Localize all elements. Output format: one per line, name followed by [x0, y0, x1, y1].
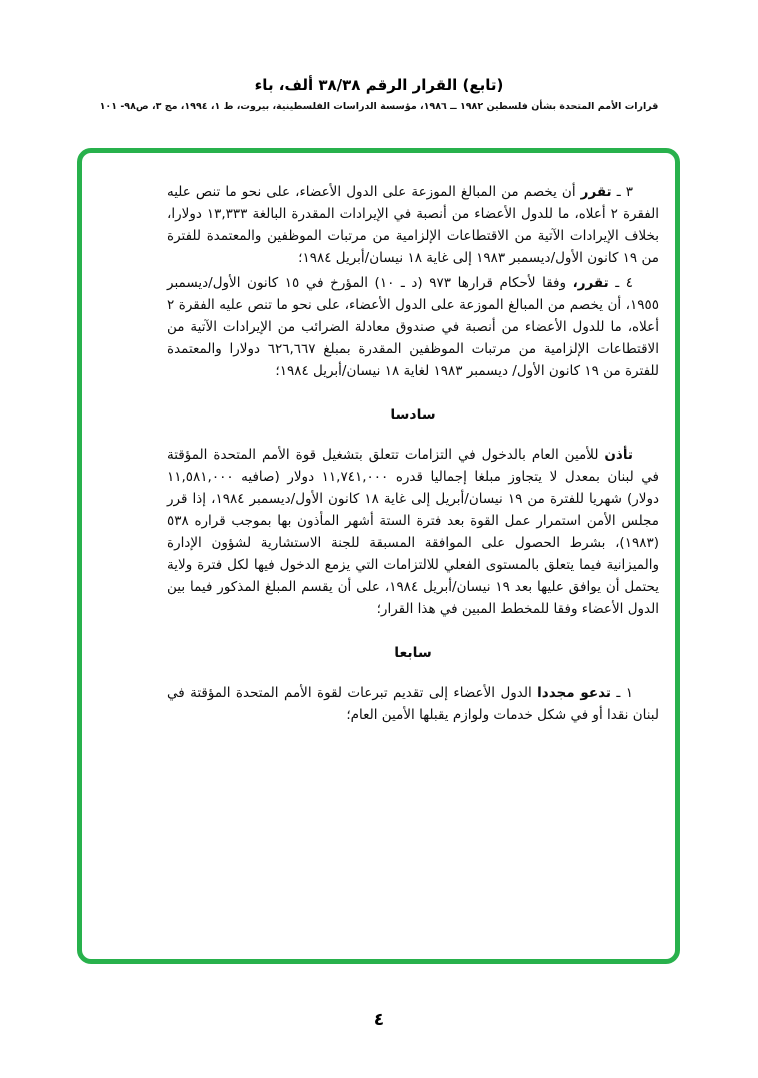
section-heading-seventh: سابعا — [394, 645, 432, 661]
paragraph-4-number: ٤ ـ — [608, 275, 633, 291]
paragraph-seventh-1-text: الدول الأعضاء إلى تقديم تبرعات لقوة الأمم المتحدة المؤقتة في لبنان نقدا أو في شكل خدمات ولوازم يقبلها الأمين العام؛ — [167, 685, 659, 723]
page-number: ٤ — [373, 1010, 385, 1030]
paragraph-sixth-text: للأمين العام بالدخول في التزامات تتعلق بتشغيل قوة الأمم المتحدة المؤقتة في لبنان بمعدل لا يتجاوز مبلغا إجماليا قدره ١١,٧٤١,٠٠٠ دولار (صافيه ١١,٥٨١,٠٠٠ دولار) شهريا للفترة من ١٩ نيسان/أبريل إلى غاية ١٨ كانون الأول/ديسمبر ١٩٨٤، إذا قرر مجلس الأمن استمرار عمل القوة بعد فترة الستة أشهر المأذون بها بموجب قراره ٥٣٨ (١٩٨٣)، بشرط الحصول على الموافقة المسبقة للجنة الاستشارية لشؤون الإدارة والميزانية فيما يتعلق بالمستوى الفعلي للالتزامات التي يزمع الدخول فيها لكل فترة ولاية يحتمل أن يوافق عليها بعد ١٩ نيسان/أبريل ١٩٨٤، على أن يقسم المبلغ المذكور فيما بين الدول الأعضاء وفقا للمخطط المبين في هذا القرار؛ — [167, 447, 659, 617]
paragraph-sixth — [167, 444, 659, 620]
paragraph-4 — [167, 272, 659, 382]
paragraph-seventh-1-verb: تدعو مجددا — [537, 685, 611, 701]
paragraph-seventh-1-number: ١ ـ — [610, 685, 634, 701]
paragraph-4-text: وفقا لأحكام قرارها ٩٧٣ (د ـ ١٠) المؤرخ في ١٥ كانون الأول/ديسمبر ١٩٥٥، أن يخصم من المبالغ الموزعة على الدول الأعضاء، على نحو ما تنص عليه الفقرة ٢ أعلاه، ما للدول الأعضاء من أنصبة في صندوق معادلة الضرائب من الإيرادات الآتية من الاقتطاعات الإلزامية من مرتبات الموظفين المقدرة بمبلغ ٦٢٦,٦٦٧ دولارا والمعتمدة للفترة من ١٩ كانون الأول/ ديسمبر ١٩٨٣ لغاية ١٨ نيسان/أبريل ١٩٨٤؛ — [167, 275, 659, 379]
paragraph-3 — [167, 181, 659, 269]
document-header — [0, 76, 758, 112]
document-source-line: قرارات الأمم المتحدة بشأن فلسطين ١٩٨٢ ــ ١٩٨٦، مؤسسة الدراسات الفلسطينية، بيروت، ط ١، ١٩٩٤، مج ٣، ص٩٨- ١٠١ — [99, 101, 659, 112]
green-border-frame — [77, 148, 680, 964]
paragraph-3-verb: تقرر — [580, 184, 612, 200]
section-heading-sixth: سادسا — [390, 407, 436, 423]
body-text-column — [167, 181, 659, 729]
paragraph-3-text: أن يخصم من المبالغ الموزعة على الدول الأعضاء، على نحو ما تنص عليه الفقرة ٢ أعلاه، ما للدول الأعضاء من أنصبة في الإيرادات المقدرة البالغة ١٣,٣٣٣ دولارا، بخلاف الإيرادات الآتية من الاقتطاعات الإلزامية من مرتبات الموظفين والمعتمدة للفترة من ١٩ كانون الأول/ديسمبر ١٩٨٣ إلى غاية ١٨ نيسان/أبريل ١٩٨٤؛ — [167, 184, 660, 266]
document-title: (تابع) القرار الرقم ٣٨/٣٨ ألف، باء — [254, 76, 504, 94]
paragraph-3-number: ٣ ـ — [611, 184, 633, 200]
paragraph-sixth-verb: تأذن — [604, 447, 633, 463]
paragraph-4-verb: تقرر، — [572, 275, 609, 291]
paragraph-seventh-1 — [167, 682, 659, 726]
